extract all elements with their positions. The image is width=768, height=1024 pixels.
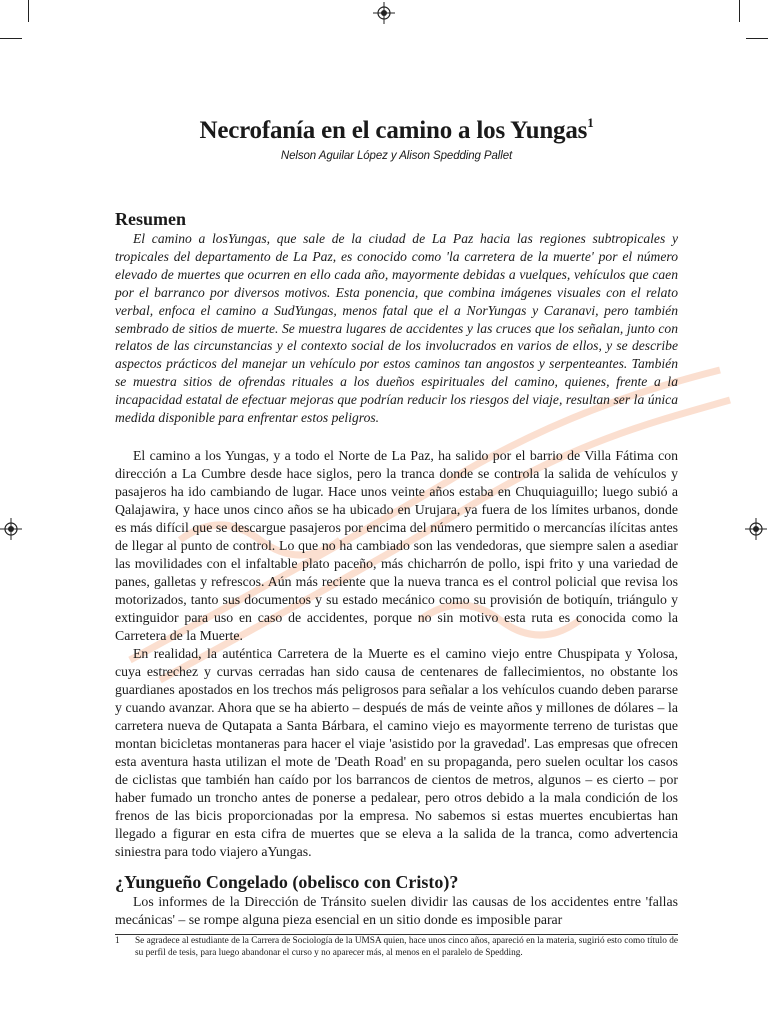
article-title-text: Necrofanía en el camino a los Yungas	[199, 117, 588, 144]
crop-mark-left-top	[0, 38, 22, 39]
crop-mark-right-top	[746, 38, 768, 39]
registration-mark-right-icon	[745, 518, 767, 540]
article-title	[115, 108, 678, 146]
footnote	[115, 935, 678, 959]
page-content	[115, 108, 678, 959]
body-paragraph-2: En realidad, la auténtica Carretera de la Muerte es el camino viejo entre Chuspipata y Yolosa, cuya estrechez y curvas cerradas han sido causa de centenares de fallecimientos, no obstante los guardianes apostados en los trechos más peligrosos para señalar a los vehículos cuando deben pararse y cuando avanzar. Ahora que se ha abierto – después de más de veinte años y millones de dólares – la carretera nueva de Qutapata a Santa Bárbara, el camino viejo es mayormente terreno de turistas que montan bicicletas montaneras para hacer el viaje 'asistido por la gravedad'. Las empresas que ofrecen esta aventura hasta utilizan el mote de 'Death Road' en su propaganda, pero suelen ocultar los casos de ciclistas que también han caído por los barrancos de cientos de metros, algunos – es cierto – por haber fumado un troncho antes de ponerse a pedalear, pero otros debido a la mala condición de los frenos de las bicis proporcionadas por la empresa. No sabemos si estas muertes encubiertas han llegado a figurar en esta cifra de muertes que se eleva a la salida de la tranca, como advertencia siniestra para todo viajero aYungas.	[115, 645, 678, 859]
authors-line: Nelson Aguilar López y Alison Spedding Pallet	[280, 150, 513, 162]
body-paragraph-1: El camino a los Yungas, y a todo el Norte de La Paz, ha salido por el barrio de Villa Fátima con dirección a La Cumbre desde hace siglos, pero la tranca donde se controla la salida de vehículos y pasajeros ha ido cambiando de lugar. Hace unos veinte años estaba en Chuquiaguillo; luego subió a Qalajawira, y hace unos cinco años se ha ubicado en Urujara, ya fuera de los límites urbanos, donde es más difícil que se descargue pasajeros por encima del número permitido o mercancías ilícitas antes de llegar al punto de control. Lo que no ha cambiado son las vendedoras, que siempre salen a asediar las movilidades con el infaltable plato paceño, más chicharrón de pollo, ispi frito y una variedad de panes, galletas y refrescos. Aún más reciente que la nueva tranca es el control policial que revisa los motorizados, tanto sus documentos y su estado mecánico como su provisión de botiquín, triángulo y extinguidor para uso en caso de accidentes, porque no sin motivo esta ruta es conocida como la Carretera de la Muerte.	[115, 447, 678, 643]
footnote-number: 1	[115, 935, 120, 946]
abstract-text: El camino a losYungas, que sale de la ciudad de La Paz hacia las regiones subtropicales y tropicales del departamento de La Paz, es conocido como 'la carretera de la muerte' por el número elevado de muertes que ocurren en ello cada año, mayormente debidas a vuelques, vehículos que caen por el barranco por diversos motivos. Esta ponencia, que combina imágenes visuales con el relato verbal, enfoca el camino a SudYungas, menos fatal que el a NorYungas y Caranavi, pero también sembrado de sitios de muerte. Se muestra lugares de accidentes y las cruces que los señalan, junto con relatos de las circunstancias y el contexto social de los involucrados en varios de ellos, y se describe aspectos prácticos del manejar un vehículo por estos caminos tan angostos y serpenteantes. También se muestra sitios de ofrendas rituales a los dueños espirituales del camino, quienes, frente a la incapacidad estatal de efectuar mejoras que podrían reducir los riesgos del viaje, resultan ser la única medida disponible para enfrentar estos peligros.	[115, 231, 678, 426]
registration-mark-left-icon	[0, 518, 22, 540]
footnote-text: Se agradece al estudiante de la Carrera de Sociología de la UMSA quien, hace unos cinco años, apareció en la materia, sugirió esto como título de su perfil de tesis, para luego abandonar el curso y no aparecer más, al menos en el paralelo de Spedding.	[135, 935, 678, 958]
registration-mark-top-icon	[373, 2, 395, 24]
section-heading: ¿Yungueño Congelado (obelisco con Cristo)?	[115, 871, 459, 892]
crop-mark-top-right	[739, 0, 740, 22]
crop-mark-top-left	[28, 0, 29, 22]
abstract-heading: Resumen	[115, 209, 186, 229]
section-paragraph: Los informes de la Dirección de Tránsito suelen dividir las causas de los accidentes entre 'fallas mecánicas' – se rompe alguna pieza esencial en un sitio donde es imposible parar	[115, 893, 678, 927]
title-footnote-mark: 1	[587, 115, 594, 130]
